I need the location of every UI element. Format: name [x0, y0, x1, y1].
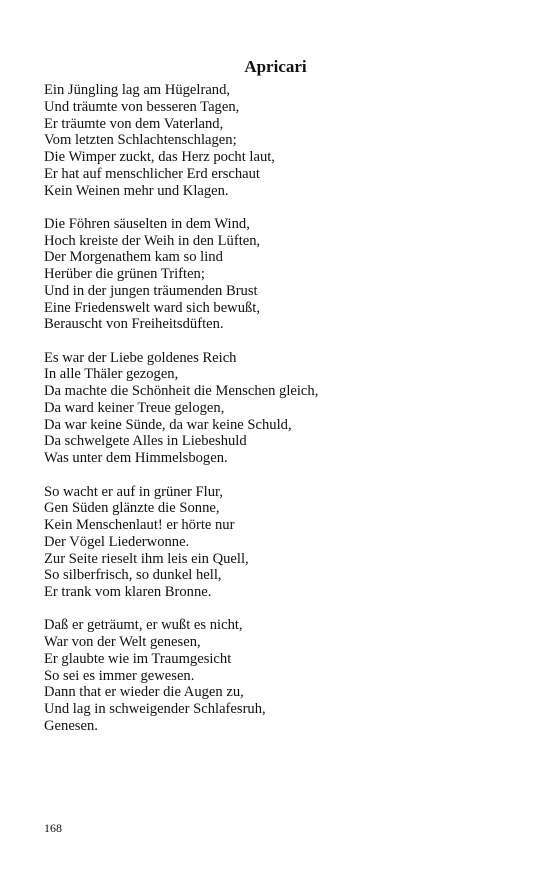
poem-line: Genesen. — [44, 717, 98, 734]
poem-line: Und lag in schweigender Schlafesruh, — [44, 701, 266, 718]
poem-line: So silberfrisch, so dunkel hell, — [44, 567, 222, 584]
poem-line: Eine Friedenswelt ward sich bewußt, — [44, 299, 261, 316]
poem-line: War von der Welt genesen, — [44, 634, 201, 651]
poem-line: Er glaubte wie im Traumgesicht — [44, 650, 232, 667]
poem-line: Der Morgenathem kam so lind — [44, 249, 223, 266]
poem-line: Hoch kreiste der Weih in den Lüften, — [44, 232, 261, 249]
poem-line: Zur Seite rieselt ihm leis ein Quell, — [44, 550, 249, 567]
poem-line: Da ward keiner Treue gelogen, — [44, 399, 225, 416]
poem-line: Die Föhren säuselten in dem Wind, — [44, 215, 250, 232]
poem-line: Er träumte von dem Vaterland, — [44, 115, 224, 132]
poem-line: Herüber die grünen Triften; — [44, 266, 205, 283]
poem-line: Dann that er wieder die Augen zu, — [44, 684, 244, 701]
poem-line: Die Wimper zuckt, das Herz pocht laut, — [44, 149, 275, 165]
stanza-5 — [44, 617, 514, 734]
poem-line: Und träumte von besseren Tagen, — [44, 98, 240, 115]
stanza-1 — [44, 82, 514, 199]
poem-line: Es war der Liebe goldenes Reich — [44, 349, 237, 366]
poem-line: Ein Jüngling lag am Hügelrand, — [44, 82, 231, 98]
poem-line: Daß er geträumt, er wußt es nicht, — [44, 617, 243, 634]
poem-line: Kein Menschenlaut! er hörte nur — [44, 517, 235, 534]
poem-line: Der Vögel Liederwonne. — [44, 533, 190, 550]
stanza-4 — [44, 484, 514, 601]
poem-line: Da machte die Schönheit die Menschen gleich, — [44, 383, 319, 400]
stanza-3 — [44, 350, 514, 467]
poem-line: Was unter dem Himmelsbogen. — [44, 450, 228, 467]
poem-line: Er hat auf menschlicher Erd erschaut — [44, 165, 260, 182]
poem-line: Gen Süden glänzte die Sonne, — [44, 500, 220, 517]
poem-line: Da schwelgete Alles in Liebeshuld — [44, 433, 247, 450]
poem-line: In alle Thäler gezogen, — [44, 366, 179, 383]
poem-line: Er trank vom klaren Bronne. — [44, 584, 212, 601]
poem-line: Berauscht von Freiheitsdüften. — [44, 316, 224, 333]
page-number: 168 — [44, 821, 62, 835]
poem-line: Vom letzten Schlachtenschlagen; — [44, 132, 237, 149]
poem-line: Kein Weinen mehr und Klagen. — [44, 182, 229, 199]
poem-line: Und in der jungen träumenden Brust — [44, 282, 258, 299]
stanza-2 — [44, 216, 514, 333]
poem-line: Da war keine Sünde, da war keine Schuld, — [44, 416, 292, 433]
poem-title: Apricari — [244, 57, 307, 76]
poem-line: So sei es immer gewesen. — [44, 667, 195, 684]
poem-body — [44, 82, 514, 751]
poem-line: So wacht er auf in grüner Flur, — [44, 483, 223, 500]
